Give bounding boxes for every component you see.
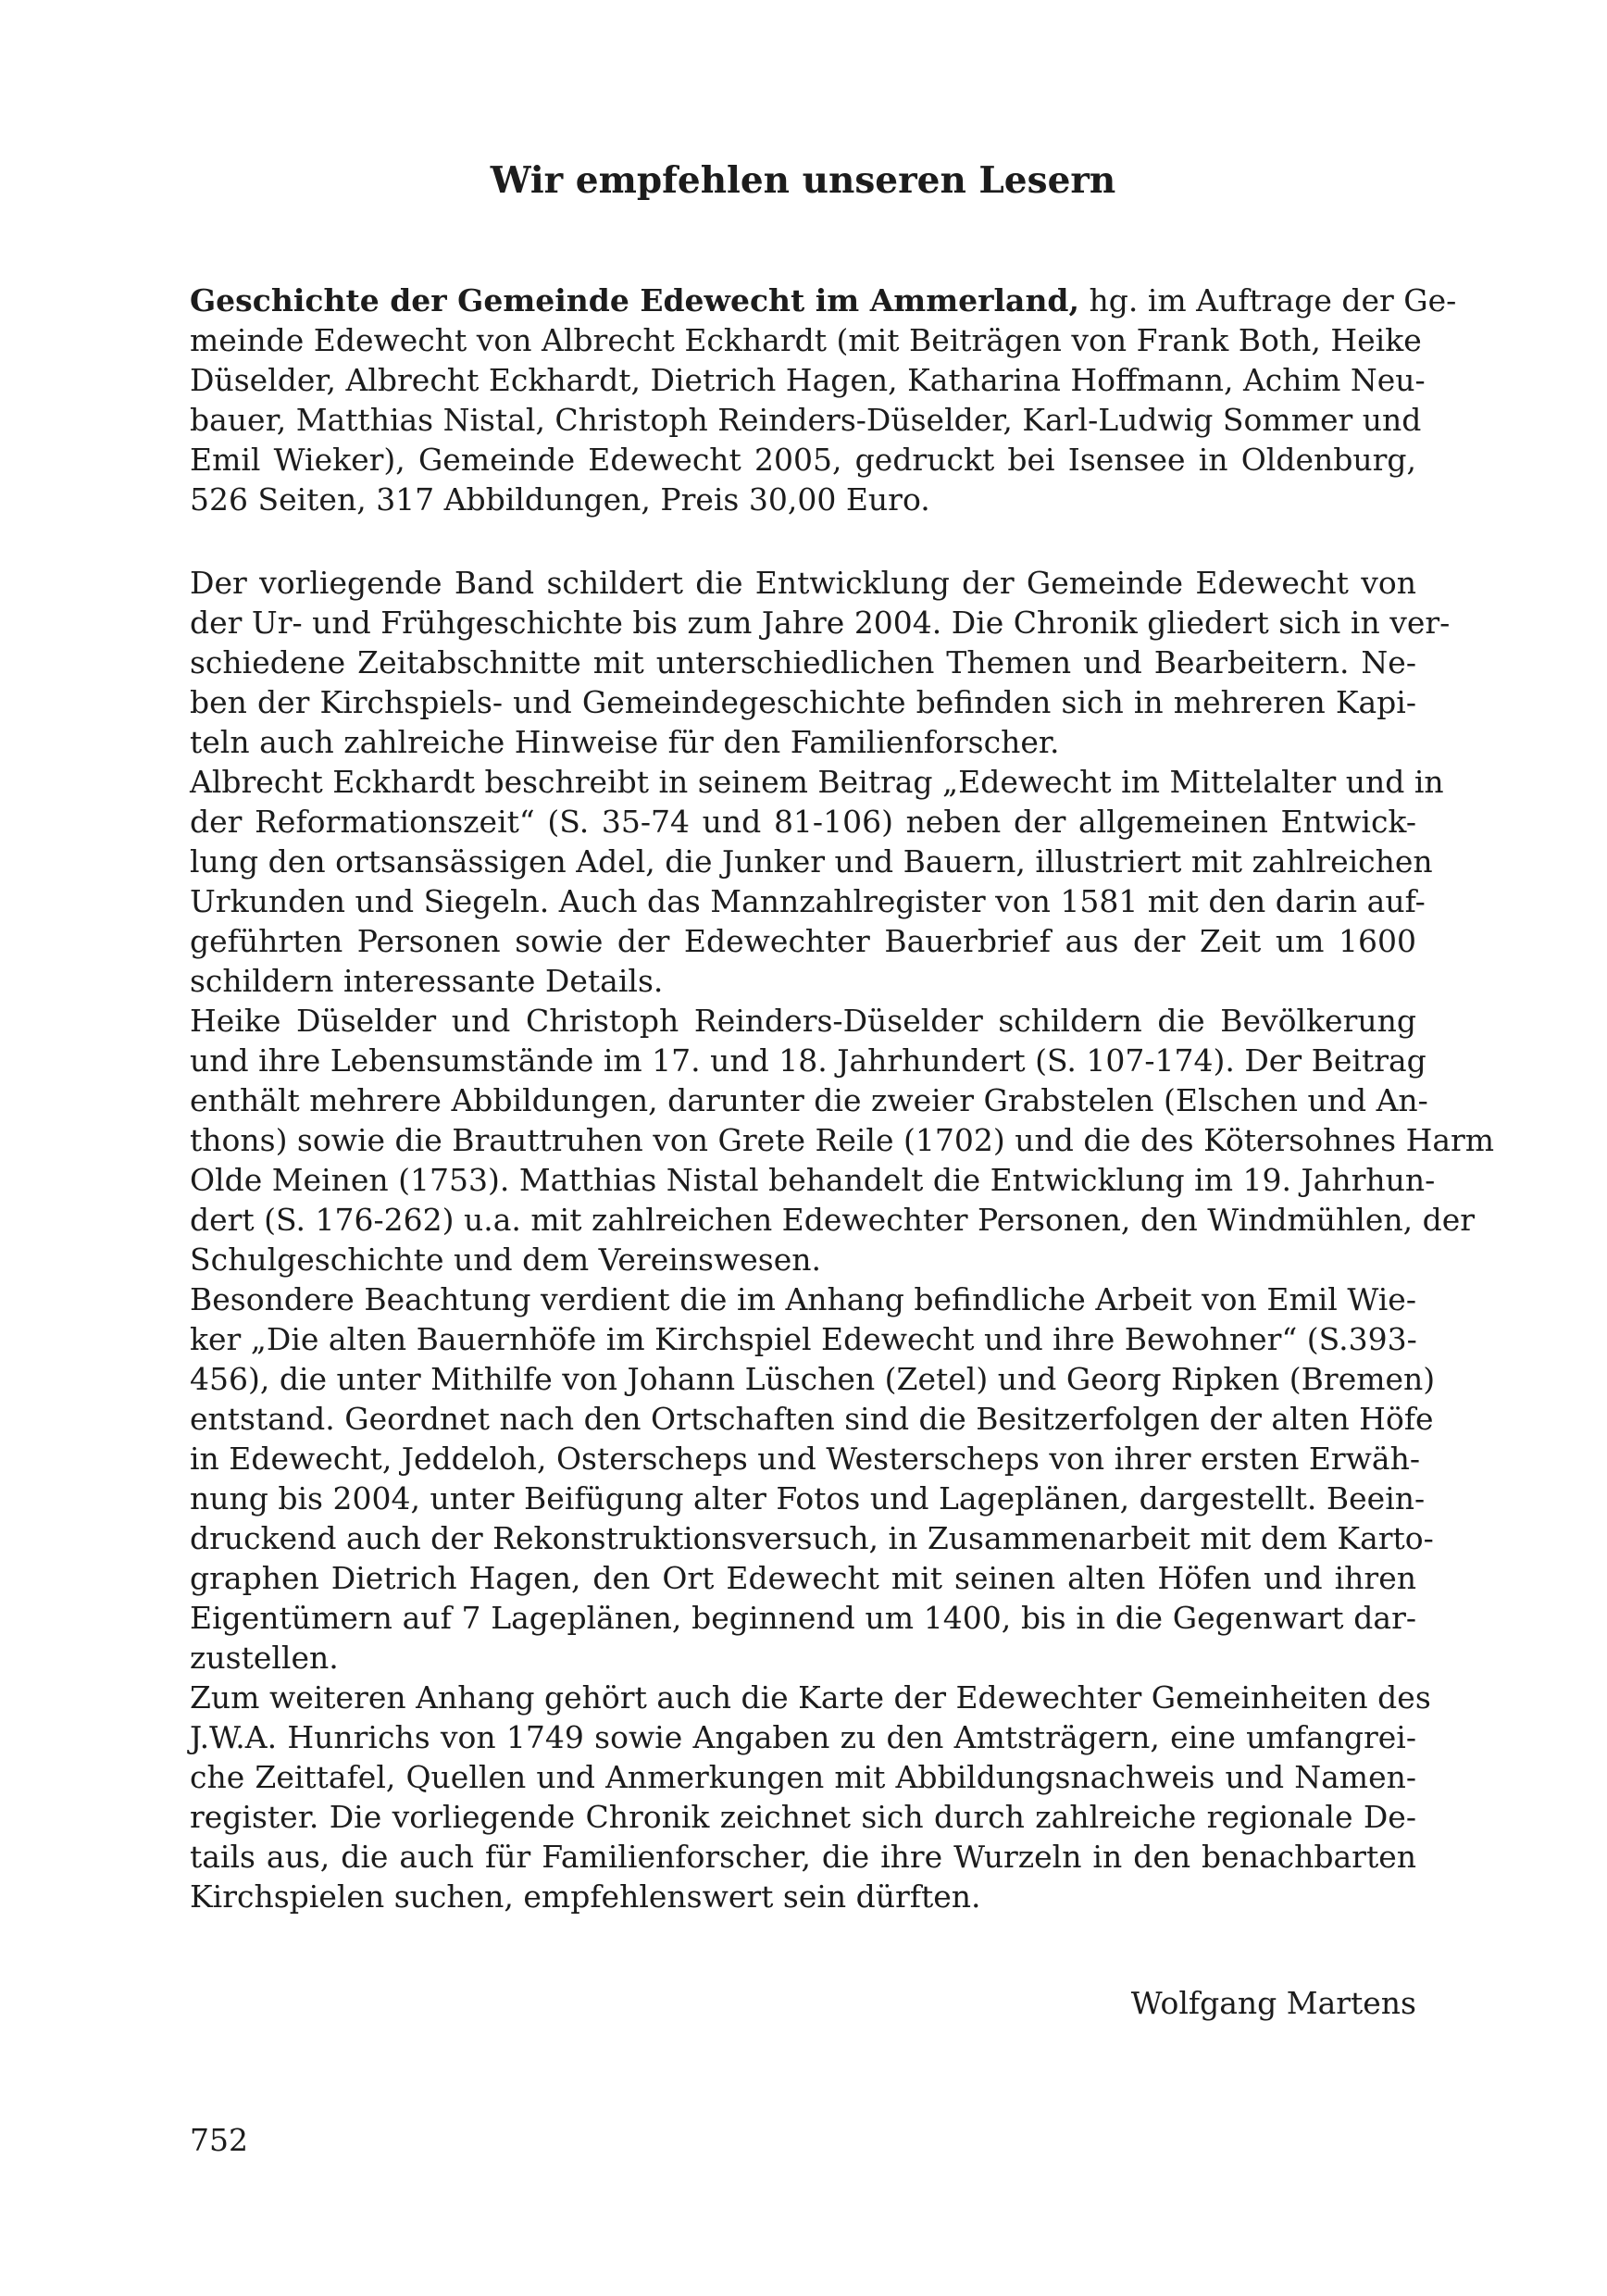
book-title: Geschichte der Gemeinde Edewecht im Ammerland, xyxy=(190,282,1079,318)
body-line: Heike Düselder und Christoph Reinders-Düselder schildern die Bevölkerung xyxy=(190,1003,1416,1039)
body-line: 456), die unter Mithilfe von Johann Lüschen (Zetel) und Georg Ripken (Bremen) xyxy=(190,1361,1436,1397)
page-number: 752 xyxy=(190,2122,248,2158)
body-line: register. Die vorliegende Chronik zeichnet sich durch zahlreiche regionale De- xyxy=(190,1799,1416,1835)
body-line: graphen Dietrich Hagen, den Ort Edewecht mit seinen alten Höfen und ihren xyxy=(190,1560,1416,1596)
body-line: ben der Kirchspiels- und Gemeindegeschichte befinden sich in mehreren Kapi- xyxy=(190,684,1416,720)
body-line: der Ur- und Frühgeschichte bis zum Jahre 2004. Die Chronik gliedert sich in ver- xyxy=(190,605,1451,641)
reference-line xyxy=(190,281,1457,320)
body-line: Schulgeschichte und dem Vereinswesen. xyxy=(190,1242,821,1278)
body-line: entstand. Geordnet nach den Ortschaften sind die Besitzerfolgen der alten Höfe xyxy=(190,1401,1434,1437)
body-line: enthält mehrere Abbildungen, darunter die zweier Grabstelen (Elschen und An- xyxy=(190,1082,1428,1118)
body-line: Besondere Beachtung verdient die im Anhang befindliche Arbeit von Emil Wie- xyxy=(190,1281,1416,1317)
reference-line: Emil Wieker), Gemeinde Edewecht 2005, gedruckt bei Isensee in Oldenburg, xyxy=(190,442,1416,478)
body-line: Olde Meinen (1753). Matthias Nistal behandelt die Entwicklung im 19. Jahrhun- xyxy=(190,1162,1436,1198)
body-line: Eigentümern auf 7 Lageplänen, beginnend um 1400, bis in die Gegenwart dar- xyxy=(190,1600,1416,1636)
body-line: und ihre Lebensumstände im 17. und 18. Jahrhundert (S. 107-174). Der Beitrag xyxy=(190,1042,1426,1079)
body-line: J.W.A. Hunrichs von 1749 sowie Angaben zu den Amtsträgern, eine umfangrei- xyxy=(190,1719,1416,1755)
body-line: Der vorliegende Band schildert die Entwicklung der Gemeinde Edewecht von xyxy=(190,565,1416,601)
body-line: Zum weiteren Anhang gehört auch die Karte der Edewechter Gemeinheiten des xyxy=(190,1679,1431,1716)
document-page xyxy=(190,0,1495,2296)
body-line: thons) sowie die Brauttruhen von Grete Reile (1702) und die des Kötersohnes Harm xyxy=(190,1122,1495,1158)
body-line: druckend auch der Rekonstruktionsversuch, in Zusammenarbeit mit dem Karto- xyxy=(190,1520,1434,1556)
reference-line: Düselder, Albrecht Eckhardt, Dietrich Hagen, Katharina Hoffmann, Achim Neu- xyxy=(190,362,1426,398)
reference-line: 526 Seiten, 317 Abbildungen, Preis 30,00 Euro. xyxy=(190,481,930,518)
body-line: ker „Die alten Bauernhöfe im Kirchspiel Edewecht und ihre Bewohner“ (S.393- xyxy=(190,1321,1417,1357)
body-line: tails aus, die auch für Familienforscher, die ihre Wurzeln in den benachbarten xyxy=(190,1839,1416,1875)
body-line: Albrecht Eckhardt beschreibt in seinem Beitrag „Edewecht im Mittelalter und in xyxy=(190,764,1444,800)
body-line: lung den ortsansässigen Adel, die Junker und Bauern, illustriert mit zahlreichen xyxy=(190,843,1433,880)
reference-line: bauer, Matthias Nistal, Christoph Reinders-Düselder, Karl-Ludwig Sommer und xyxy=(190,402,1422,438)
body-line: Kirchspielen suchen, empfehlenswert sein dürften. xyxy=(190,1878,981,1915)
body-line: zustellen. xyxy=(190,1640,339,1676)
page-heading: Wir empfehlen unseren Lesern xyxy=(490,159,1116,202)
body-line: in Edewecht, Jeddeloh, Osterscheps und Westerscheps von ihrer ersten Erwäh- xyxy=(190,1441,1421,1477)
body-line: dert (S. 176-262) u.a. mit zahlreichen Edewechter Personen, den Windmühlen, der xyxy=(190,1202,1476,1238)
author-signature: Wolfgang Martens xyxy=(1130,1985,1416,2021)
review-body xyxy=(190,563,1495,1916)
reference-line-text: hg. im Auftrage der Ge- xyxy=(1079,282,1457,318)
body-line: nung bis 2004, unter Beifügung alter Fotos und Lageplänen, dargestellt. Beein- xyxy=(190,1480,1426,1516)
body-line: schildern interessante Details. xyxy=(190,963,664,999)
body-line: schiedene Zeitabschnitte mit unterschiedlichen Themen und Bearbeitern. Ne- xyxy=(190,644,1416,680)
body-line: der Reformationszeit“ (S. 35-74 und 81-106) neben der allgemeinen Entwick- xyxy=(190,804,1416,840)
body-line: teln auch zahlreiche Hinweise für den Familienforscher. xyxy=(190,724,1060,760)
reference-line: meinde Edewecht von Albrecht Eckhardt (mit Beiträgen von Frank Both, Heike xyxy=(190,322,1422,358)
book-reference xyxy=(190,281,1457,519)
body-line: che Zeittafel, Quellen und Anmerkungen mit Abbildungsnachweis und Namen- xyxy=(190,1759,1416,1795)
body-line: geführten Personen sowie der Edewechter Bauerbrief aus der Zeit um 1600 xyxy=(190,923,1416,959)
body-line: Urkunden und Siegeln. Auch das Mannzahlregister von 1581 mit den darin auf- xyxy=(190,883,1426,919)
